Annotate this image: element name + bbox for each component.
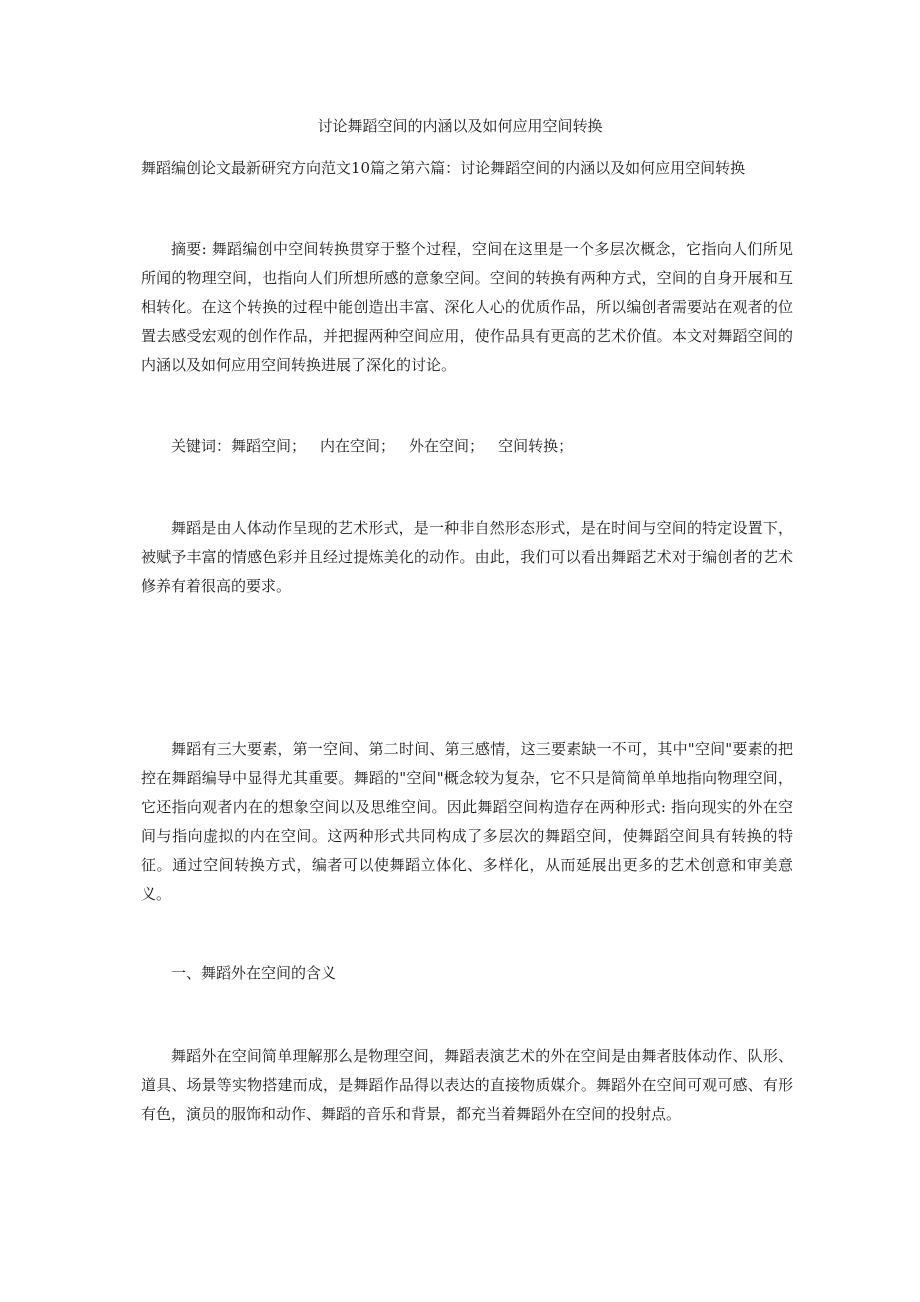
body-paragraph: 舞蹈外在空间简单理解那么是物理空间，舞蹈表演艺术的外在空间是由舞者肢体动作、队形、道具、场景等实物搭建而成，是舞蹈作品得以表达的直接物质媒介。舞蹈外在空间可观可感、有形有色，演员的服饰和动作、舞蹈的音乐和背景，都充当着舞蹈外在空间的投射点。	[141, 1047, 793, 1123]
keywords-label: 关键词：	[171, 437, 232, 455]
keyword-item: 空间转换；	[498, 437, 574, 455]
keyword-item: 内在空间；	[320, 437, 396, 455]
keyword-item: 舞蹈空间；	[231, 437, 307, 455]
document-title: 讨论舞蹈空间的内涵以及如何应用空间转换	[317, 117, 603, 135]
body-paragraph: 舞蹈是由人体动作呈现的艺术形式，是一种非自然形态形式，是在时间与空间的特定设置下，被赋予丰富的情感色彩并且经过提炼美化的动作。由此，我们可以看出舞蹈艺术对于编创者的艺术修养有着很高的要求。	[141, 519, 793, 595]
keyword-item: 外在空间；	[409, 437, 485, 455]
section-heading: 一、舞蹈外在空间的含义	[171, 964, 337, 982]
document-subtitle: 舞蹈编创论文最新研究方向范文10篇之第六篇：讨论舞蹈空间的内涵以及如何应用空间转换	[141, 159, 746, 177]
abstract-paragraph: 摘要: 舞蹈编创中空间转换贯穿于整个过程，空间在这里是一个多层次概念，它指向人们所见所闻的物理空间，也指向人们所想所感的意象空间。空间的转换有两种方式，空间的自身开展和互相转化。在这个转换的过程中能创造出丰富、深化人心的优质作品，所以编创者需要站在观者的位置去感受宏观的创作作品，并把握两种空间应用，使作品具有更高的艺术价值。本文对舞蹈空间的内涵以及如何应用空间转换进展了深化的讨论。	[141, 240, 793, 374]
body-paragraph: 舞蹈有三大要素，第一空间、第二时间、第三感情，这三要素缺一不可，其中"空间"要素的把控在舞蹈编导中显得尤其重要。舞蹈的"空间"概念较为复杂，它不只是简简单单地指向物理空间，它还指向观者内在的想象空间以及思维空间。因此舞蹈空间构造存在两种形式: 指向现实的外在空间与指向虚拟的内在空间。这两种形式共同构成了多层次的舞蹈空间，使舞蹈空间具有转换的特征。通过空间转换方式，编者可以使舞蹈立体化、多样化，从而延展出更多的艺术创意和审美意义。	[141, 740, 793, 903]
keywords-line	[141, 432, 793, 461]
